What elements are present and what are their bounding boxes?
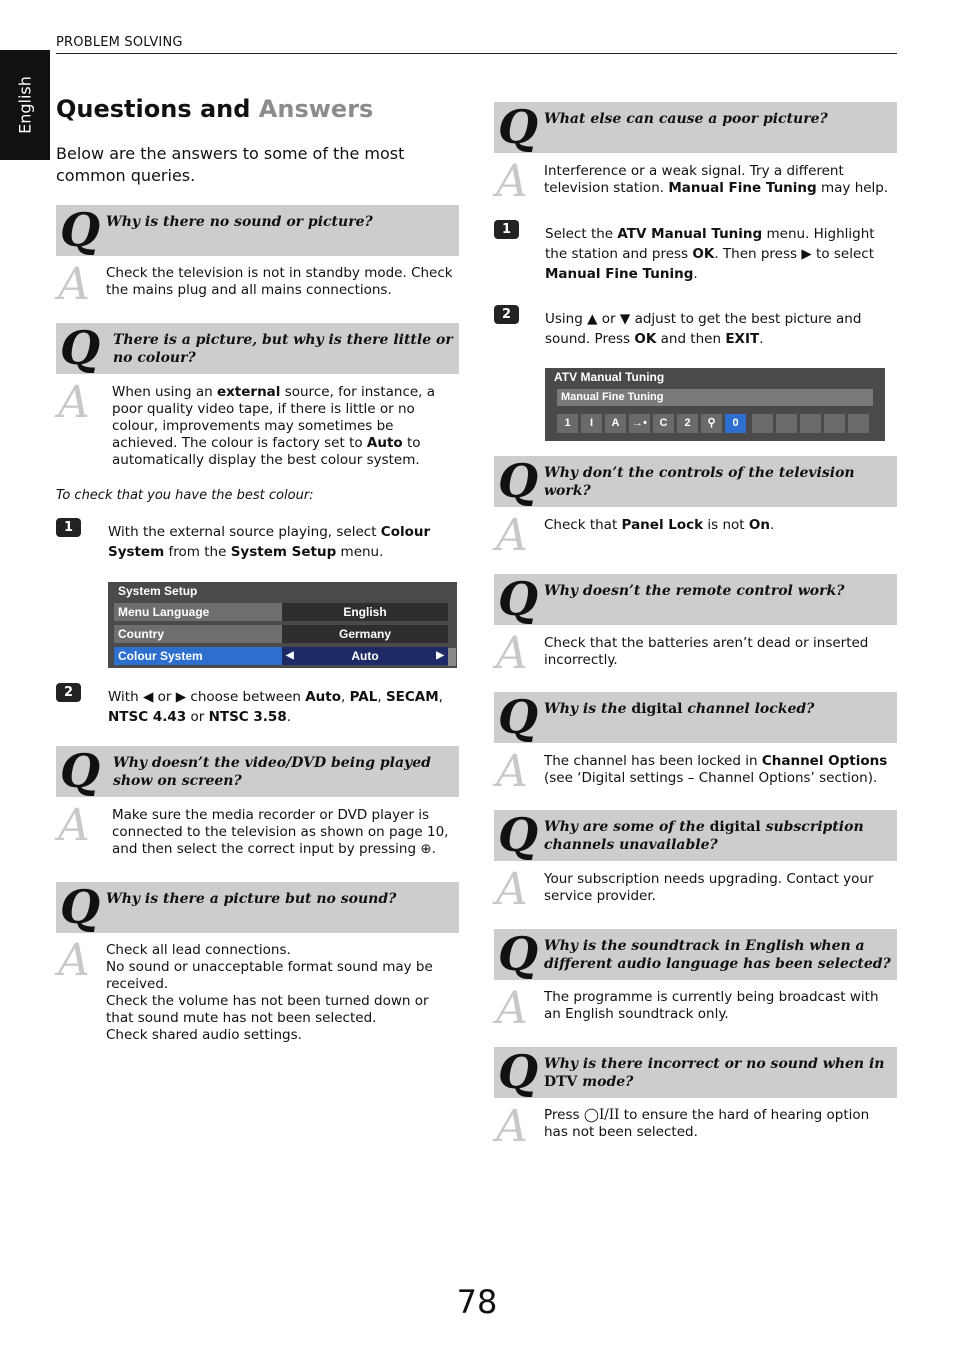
skip-icon[interactable]: →• (629, 414, 650, 433)
q-letter: Q (498, 690, 539, 744)
a-letter: A (58, 377, 90, 428)
header-divider (56, 53, 897, 54)
menu-row-label: Country (114, 625, 282, 643)
step-number: 1 (494, 220, 519, 239)
atv-cell[interactable]: A (605, 414, 626, 433)
atv-cell[interactable]: C (653, 414, 674, 433)
question-text: Why is the digital channel locked? (544, 701, 815, 717)
q-letter: Q (60, 744, 101, 798)
atv-cell[interactable] (848, 414, 869, 433)
left-arrow-icon: ◀ (142, 689, 154, 705)
atv-cell[interactable]: I (581, 414, 602, 433)
a-letter: A (58, 259, 90, 310)
answer-text: The channel has been locked in Channel Options (see ‘Digital settings – Channel Options’ section). (544, 753, 888, 786)
question-text: Why is there no sound or picture? (106, 214, 373, 230)
answer-text: Check that the batteries aren’t dead or inserted incorrectly. (544, 635, 869, 668)
q-letter: Q (498, 927, 539, 981)
step-number: 1 (56, 518, 81, 537)
q-letter: Q (60, 880, 101, 934)
answer-text: Press ◯I/II to ensure the hard of hearing option has not been selected. (544, 1107, 870, 1140)
title-part2: Answers (258, 95, 374, 123)
a-letter: A (496, 510, 528, 561)
language-tab (0, 50, 50, 160)
page-number: 78 (456, 1283, 498, 1321)
question-text: Why is there incorrect or no sound when in DTV mode? (544, 1056, 885, 1090)
step-text: Select the ATV Manual Tuning menu. Highlight the station and press OK. Then press ▶ to select Manual Fine Tuning. (545, 226, 875, 282)
scrollbar[interactable] (448, 648, 456, 666)
menu-title: System Setup (118, 584, 198, 598)
dual-audio-icon: ◯I/II (583, 1107, 620, 1123)
section-header: PROBLEM SOLVING (56, 35, 183, 50)
arrow-right-icon[interactable]: ▶ (436, 650, 444, 661)
q-letter: Q (498, 572, 539, 626)
atv-manual-tuning-panel (545, 368, 885, 441)
atv-cell[interactable] (752, 414, 773, 433)
answer-text: Your subscription needs upgrading. Contact your service provider. (544, 871, 874, 904)
question-box (56, 746, 459, 797)
title-part1: Questions and (56, 95, 251, 123)
atv-subtitle: Manual Fine Tuning (557, 389, 873, 406)
atv-cell[interactable] (824, 414, 845, 433)
question-box (494, 456, 897, 507)
menu-row-label: Colour System (114, 647, 282, 665)
question-box (56, 323, 459, 374)
answer-text: Check all lead connections. No sound or unacceptable format sound may be received. Check the volume has not been turned down or that sound mute has not been selected. Check shared audio settings. (106, 942, 433, 1043)
down-arrow-icon: ▼ (619, 311, 631, 327)
question-box (494, 929, 897, 980)
question-box (494, 1047, 897, 1098)
q-letter: Q (498, 1045, 539, 1099)
menu-row-country[interactable] (114, 625, 448, 643)
answer-text: Check the television is not in standby mode. Check the mains plug and all mains connections. (106, 265, 453, 298)
question-text: Why doesn’t the remote control work? (544, 583, 845, 599)
a-letter: A (496, 628, 528, 679)
question-text: Why don’t the controls of the television work? (544, 465, 855, 499)
answer-text: Interference or a weak signal. Try a different television station. Manual Fine Tuning may help. (544, 163, 889, 196)
step-text: With ◀ or ▶ choose between Auto, PAL, SECAM, NTSC 4.43 or NTSC 3.58. (108, 689, 443, 725)
atv-cell[interactable] (776, 414, 797, 433)
question-text: Why doesn’t the video/DVD being played show on screen? (113, 755, 431, 789)
right-arrow-icon: ▶ (801, 246, 812, 262)
atv-title: ATV Manual Tuning (554, 370, 665, 384)
a-letter: A (496, 156, 528, 207)
menu-row-value: ◀ Auto ▶ (282, 647, 448, 665)
answer-text: The programme is currently being broadcast with an English soundtrack only. (544, 989, 879, 1022)
step-text: With the external source playing, select Colour System from the System Setup menu. (108, 524, 431, 560)
language-tab-label: English (15, 76, 35, 134)
step-number: 2 (494, 305, 519, 324)
q-letter: Q (60, 321, 101, 375)
up-arrow-icon: ▲ (587, 311, 598, 327)
note-text: To check that you have the best colour: (56, 488, 314, 503)
question-text: Why is there a picture but no sound? (106, 891, 397, 907)
a-letter: A (58, 800, 90, 851)
input-source-icon: ⊕ (420, 841, 432, 857)
question-box (494, 692, 897, 743)
question-box (494, 102, 897, 153)
question-box (494, 574, 897, 625)
right-arrow-icon: ▶ (175, 689, 187, 705)
menu-row-label: Menu Language (114, 603, 282, 621)
question-box (56, 882, 459, 933)
question-text: What else can cause a poor picture? (544, 111, 828, 127)
menu-row-menu-language[interactable] (114, 603, 448, 621)
question-text: Why is the soundtrack in English when a different audio language has been selected? (544, 938, 891, 972)
q-letter: Q (498, 454, 539, 508)
menu-row-colour-system[interactable] (114, 647, 448, 665)
answer-text: Check that Panel Lock is not On. (544, 517, 775, 533)
answer-text: When using an external source, for instance, a poor quality video tape, if there is little or no colour, improvements may sometimes be achieved. The colour is factory set to Auto to automatically display the best colour system. (112, 384, 436, 468)
q-letter: Q (498, 100, 539, 154)
atv-cell[interactable]: 1 (557, 414, 578, 433)
answer-text: Make sure the media recorder or DVD player is connected to the television as shown on page 10, and then select the correct input by pressing ⊕. (112, 807, 449, 857)
question-box (494, 810, 897, 861)
a-letter: A (496, 983, 528, 1034)
intro-text: Below are the answers to some of the most common queries. (56, 144, 405, 185)
menu-row-value: Germany (282, 625, 448, 643)
question-text: There is a picture, but why is there little or no colour? (113, 332, 453, 366)
system-setup-menu (108, 582, 457, 668)
atv-cell[interactable] (800, 414, 821, 433)
page-title (56, 95, 373, 123)
step-number: 2 (56, 683, 81, 702)
a-letter: A (58, 935, 90, 986)
q-letter: Q (60, 203, 101, 257)
menu-row-value: English (282, 603, 448, 621)
search-icon[interactable]: ⚲ (701, 414, 722, 433)
a-letter: A (496, 1101, 528, 1152)
atv-cell-active[interactable]: 0 (725, 414, 746, 433)
atv-cell[interactable]: 2 (677, 414, 698, 433)
question-box (56, 205, 459, 256)
question-text: Why are some of the digital subscription channels unavailable? (544, 819, 864, 853)
q-letter: Q (498, 808, 539, 862)
step-text: Using ▲ or ▼ adjust to get the best picture and sound. Press OK and then EXIT. (545, 311, 862, 347)
a-letter: A (496, 864, 528, 915)
arrow-left-icon[interactable]: ◀ (286, 650, 294, 661)
a-letter: A (496, 746, 528, 797)
